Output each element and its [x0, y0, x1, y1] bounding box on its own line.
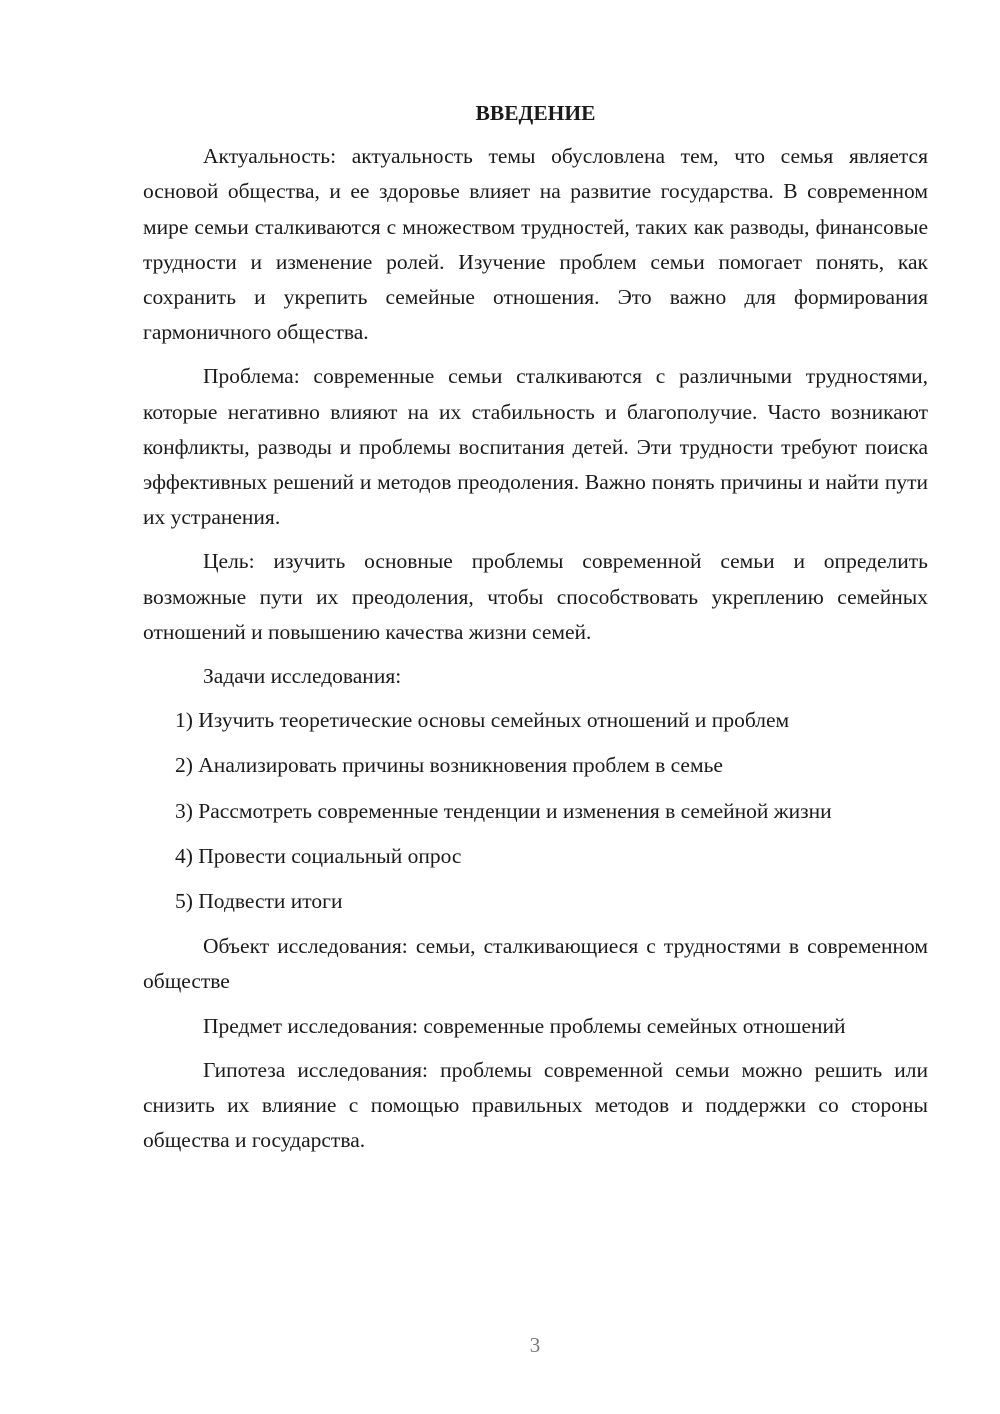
tasks-list	[143, 703, 928, 919]
task-item: 4) Провести социальный опрос	[175, 843, 462, 868]
object-paragraph: Объект исследования: семьи, сталкивающиеся с трудностями в современном обществе	[143, 934, 928, 994]
page-number: 3	[529, 1333, 541, 1357]
goal-paragraph: Цель: изучить основные проблемы современной семьи и определить возможные пути их преодоления, чтобы способствовать укреплению семейных отношений и повышению качества жизни семей.	[143, 549, 928, 644]
task-item: 1) Изучить теоретические основы семейных отношений и проблем	[175, 708, 790, 733]
task-item: 5) Подвести итоги	[175, 889, 343, 914]
hypothesis-paragraph: Гипотеза исследования: проблемы современной семьи можно решить или снизить их влияние с помощью правильных методов и поддержки со стороны общества и государства.	[143, 1057, 928, 1153]
problem-paragraph: Проблема: современные семьи сталкиваются с различными трудностями, которые негативно влияют на их стабильность и благополучие. Часто возникают конфликты, разводы и проблемы воспитания детей. Эти трудности требуют поиска эффективных решений и методов преодоления. Важно понять причины и найти пути их устранения.	[143, 364, 928, 530]
section-title: ВВЕДЕНИЕ	[475, 101, 596, 125]
tasks-heading: Задачи исследования:	[203, 664, 402, 689]
task-item: 2) Анализировать причины возникновения проблем в семье	[175, 753, 723, 778]
subject-paragraph: Предмет исследования: современные проблемы семейных отношений	[203, 1013, 846, 1038]
task-item: 3) Рассмотреть современные тенденции и изменения в семейной жизни	[175, 798, 832, 823]
relevance-paragraph: Актуальность: актуальность темы обусловлена тем, что семья является основой общества, и ее здоровье влияет на развитие государства. В современном мире семьи сталкиваются с множеством трудностей, таких как разводы, финансовые трудности и изменение ролей. Изучение проблем семьи помогает понять, как сохранить и укрепить семейные отношения. Это важно для формирования гармоничного общества.	[143, 144, 928, 345]
page-content	[143, 96, 928, 1167]
